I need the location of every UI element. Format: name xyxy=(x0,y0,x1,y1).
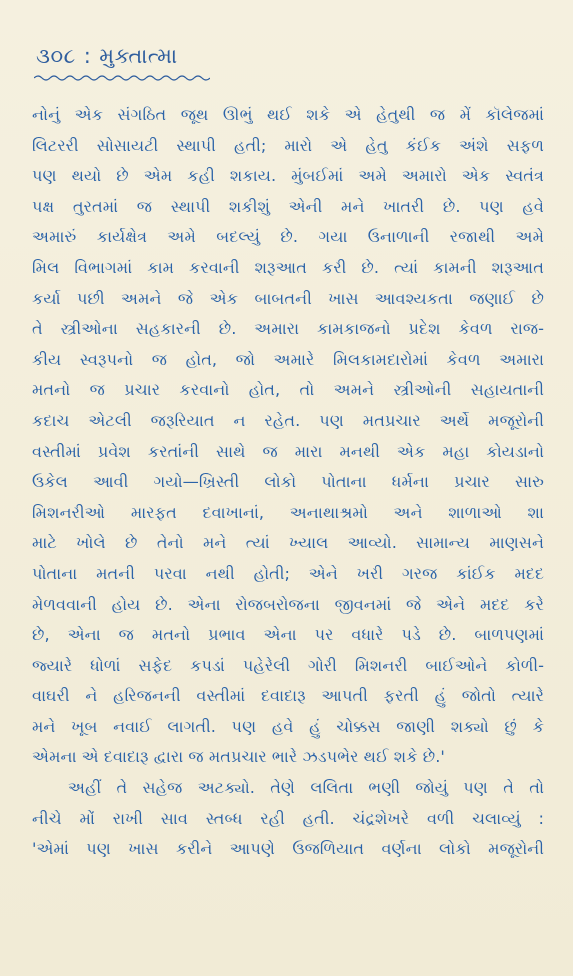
header-wavy-rule xyxy=(34,74,210,82)
text-line: મતનો જ પ્રચાર કરવાનો હોત, તો અમને સ્ત્રીઓની સહાયતાની xyxy=(32,380,544,400)
page-header xyxy=(36,44,178,69)
text-line: કર્યા પછી અમને જે એક બાબતની ખાસ આવશ્યકતા જણાઈ છે xyxy=(32,288,544,308)
header-separator: : xyxy=(83,44,92,68)
text-line: જ્યારે ધોળાં સફેદ કપડાં પહેરેલી ગોરી મિશનરી બાઈઓને કોળી- xyxy=(32,655,544,675)
text-line: મિશનરીઓ મારફત દવાખાનાં, અનાથાશ્રમો અને શાળાઓ શા xyxy=(32,502,544,522)
text-line: પણ થયો છે એમ કહી શકાય. મુંબઈમાં અમે અમારો એક સ્વતંત્ર xyxy=(32,166,544,186)
text-line: નીચે મોં રાખી સાવ સ્તબ્ધ રહી હતી. ચંદ્રશેખરે વળી ચલાવ્યું : xyxy=(32,808,544,828)
text-line: 'એમાં પણ ખાસ કરીને આપણે ઉજળિયાત વર્ણના લોકો મજૂરોની xyxy=(32,839,544,859)
text-line: લિટરરી સોસાયટી સ્થાપી હતી; મારો એ હેતુ કંઈક અંશે સફળ xyxy=(32,135,544,155)
body-text xyxy=(32,100,544,865)
text-line: નોનું એક સંગઠિત જૂથ ઊભું થઈ શકે એ હેતુથી જ મેં કૉલેજમાં xyxy=(32,105,544,124)
text-line: કીય સ્વરૂપનો જ હોત, જો અમારે મિલકામદારોમાં કેવળ અમારા xyxy=(32,349,544,369)
text-line: મને ખૂબ નવાઈ લાગતી. પણ હવે હું ચોક્કસ જાણી શક્યો છું કે xyxy=(32,716,544,736)
text-line: તે સ્ત્રીઓના સહકારની છે. અમારા કામકાજનો પ્રદેશ કેવળ રાજ- xyxy=(32,319,544,339)
text-line: માટે ખોલે છે તેનો મને ત્યાં ખ્યાલ આવ્યો. સામાન્ય માણસને xyxy=(32,533,544,553)
text-line: કદાચ એટલી જરૂરિયાત ન રહેત. પણ મતપ્રચાર અર્થે મજૂરોની xyxy=(32,410,544,430)
page-number: ૩૦૮ xyxy=(36,44,76,68)
text-line: ઉકેલ આવી ગયો—ખ્રિસ્તી લોકો પોતાના ધર્મના પ્રચાર સારુ xyxy=(32,472,544,492)
text-line: વસ્તીમાં પ્રવેશ કરતાંની સાથે જ મારા મનથી એક મહા કોયડાનો xyxy=(32,441,544,461)
text-line: અહીં તે સહેજ અટક્યો. તેણે લલિતા ભણી જોયું પણ તે તો xyxy=(68,778,544,798)
text-line: પક્ષ તુરતમાં જ સ્થાપી શકીશું એની મને ખાતરી છે. પણ હવે xyxy=(32,196,544,216)
text-line: મેળવવાની હોય છે. એના રોજબરોજના જીવનમાં જે એને મદદ કરે xyxy=(32,594,544,614)
text-line: મિલ વિભાગમાં કામ કરવાની શરૂઆત કરી છે. ત્યાં કામની શરૂઆત xyxy=(32,257,544,277)
text-line: એમના એ દવાદારૂ દ્વારા જ મતપ્રચાર ભારે ઝડપભેર થઈ શકે છે.' xyxy=(32,747,445,767)
text-line: વાઘરી ને હરિજનની વસ્તીમાં દવાદારૂ આપતી ફરતી હું જોતો ત્યારે xyxy=(32,686,544,706)
text-line: છે, એના જ મતનો પ્રભાવ એના પર વધારે પડે છે. બાળપણમાં xyxy=(32,625,544,645)
text-line: અમારું કાર્યક્ષેત્ર અમે બદલ્યું છે. ગયા ઉનાળાની રજાથી અમે xyxy=(32,227,544,247)
book-title: મુક્તાત્મા xyxy=(99,44,178,68)
text-line: પોતાના મતની પરવા નથી હોતી; એને ખરી ગરજ કાંઈક મદદ xyxy=(32,563,544,583)
